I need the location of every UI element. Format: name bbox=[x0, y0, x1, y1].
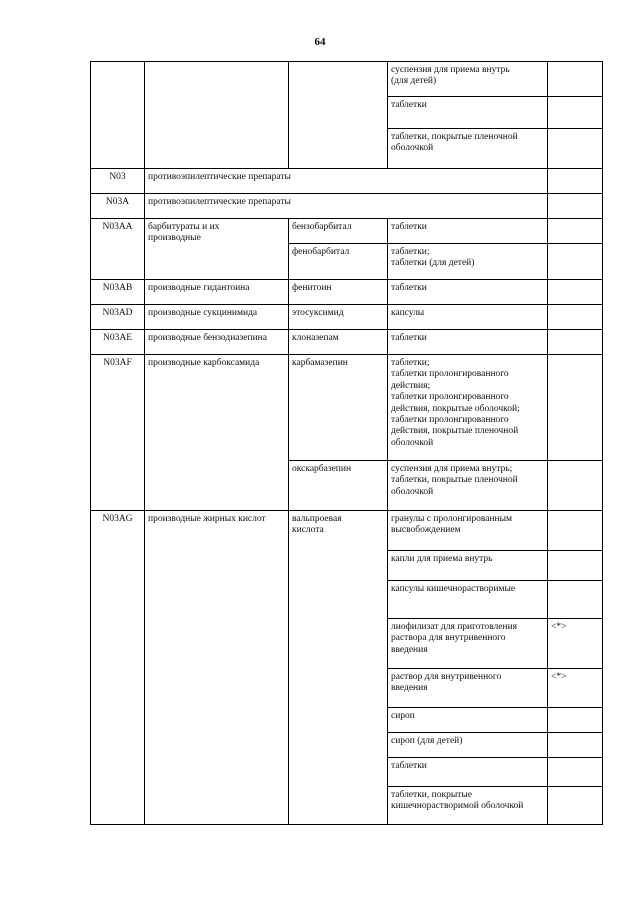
form-cell: сироп bbox=[388, 708, 548, 733]
note-cell bbox=[548, 219, 603, 244]
group-name-cell: производные бензодиазепина bbox=[145, 330, 289, 355]
table-row bbox=[91, 194, 603, 219]
note-cell bbox=[548, 244, 603, 280]
note-cell bbox=[548, 330, 603, 355]
substance-cell: клоназепам bbox=[289, 330, 388, 355]
note-cell bbox=[548, 355, 603, 461]
note-cell bbox=[548, 708, 603, 733]
table-row bbox=[91, 62, 603, 97]
note-cell bbox=[548, 129, 603, 169]
code-cell: N03AG bbox=[91, 511, 145, 825]
form-cell: капли для приема внутрь bbox=[388, 551, 548, 581]
group-name-cell: производные жирных кислот bbox=[145, 511, 289, 825]
substance-cell: вальпроевая кислота bbox=[289, 511, 388, 825]
form-cell: таблетки, покрытые кишечнорастворимой оболочкой bbox=[388, 787, 548, 825]
code-cell: N03 bbox=[91, 169, 145, 194]
code-cell: N03AF bbox=[91, 355, 145, 511]
form-cell: таблетки bbox=[388, 330, 548, 355]
group-name-cell: противоэпилептические препараты bbox=[145, 169, 548, 194]
code-cell: N03A bbox=[91, 194, 145, 219]
note-cell bbox=[548, 169, 603, 194]
form-cell: таблетки bbox=[388, 758, 548, 787]
note-cell bbox=[548, 581, 603, 619]
group-name-cell: производные сукцинимида bbox=[145, 305, 289, 330]
form-cell: суспензия для приема внутрь; таблетки, покрытые пленочной оболочкой bbox=[388, 461, 548, 511]
form-cell: капсулы кишечнорастворимые bbox=[388, 581, 548, 619]
form-cell: суспензия для приема внутрь (для детей) bbox=[388, 62, 548, 97]
note-cell bbox=[548, 551, 603, 581]
note-cell bbox=[548, 461, 603, 511]
form-cell: таблетки bbox=[388, 97, 548, 129]
form-cell: сироп (для детей) bbox=[388, 733, 548, 758]
group-name-cell: производные гидантоина bbox=[145, 280, 289, 305]
form-cell: таблетки bbox=[388, 280, 548, 305]
substance-cell: этосуксимид bbox=[289, 305, 388, 330]
table-row bbox=[91, 280, 603, 305]
code-cell: N03AE bbox=[91, 330, 145, 355]
code-cell: N03AB bbox=[91, 280, 145, 305]
note-cell bbox=[548, 305, 603, 330]
group-name-cell: противоэпилептические препараты bbox=[145, 194, 548, 219]
group-name-cell: барбитураты и их производные bbox=[145, 219, 289, 280]
table-row bbox=[91, 355, 603, 461]
note-cell bbox=[548, 511, 603, 551]
substance-cell: фенитоин bbox=[289, 280, 388, 305]
table-row bbox=[91, 169, 603, 194]
note-cell bbox=[548, 758, 603, 787]
substance-cell: фенобарбитал bbox=[289, 244, 388, 280]
group-name-cell bbox=[145, 62, 289, 169]
form-cell: таблетки bbox=[388, 219, 548, 244]
code-cell: N03AD bbox=[91, 305, 145, 330]
form-cell: таблетки, покрытые пленочной оболочкой bbox=[388, 129, 548, 169]
form-cell: гранулы с пролонгированным высвобождением bbox=[388, 511, 548, 551]
note-cell bbox=[548, 787, 603, 825]
note-cell bbox=[548, 97, 603, 129]
note-cell: <*> bbox=[548, 619, 603, 669]
drug-table bbox=[90, 61, 603, 825]
form-cell: таблетки; таблетки пролонгированного действия; таблетки пролонгированного действия, покрытые оболочкой; таблетки пролонгированного действия, покрытые пленочной оболочкой bbox=[388, 355, 548, 461]
note-cell bbox=[548, 733, 603, 758]
substance-cell: бензобарбитал bbox=[289, 219, 388, 244]
group-name-cell: производные карбоксамида bbox=[145, 355, 289, 511]
table-row bbox=[91, 330, 603, 355]
form-cell: таблетки; таблетки (для детей) bbox=[388, 244, 548, 280]
note-cell: <*> bbox=[548, 669, 603, 708]
table-row bbox=[91, 511, 603, 551]
code-cell bbox=[91, 62, 145, 169]
table-row bbox=[91, 305, 603, 330]
note-cell bbox=[548, 280, 603, 305]
code-cell: N03AA bbox=[91, 219, 145, 280]
note-cell bbox=[548, 194, 603, 219]
note-cell bbox=[548, 62, 603, 97]
substance-cell: окскарбазепин bbox=[289, 461, 388, 511]
form-cell: раствор для внутривенного введения bbox=[388, 669, 548, 708]
table-row bbox=[91, 219, 603, 244]
form-cell: лиофилизат для приготовления раствора для внутривенного введения bbox=[388, 619, 548, 669]
substance-cell: карбамазепин bbox=[289, 355, 388, 461]
page-number: 64 bbox=[314, 36, 326, 48]
form-cell: капсулы bbox=[388, 305, 548, 330]
substance-cell bbox=[289, 62, 388, 169]
